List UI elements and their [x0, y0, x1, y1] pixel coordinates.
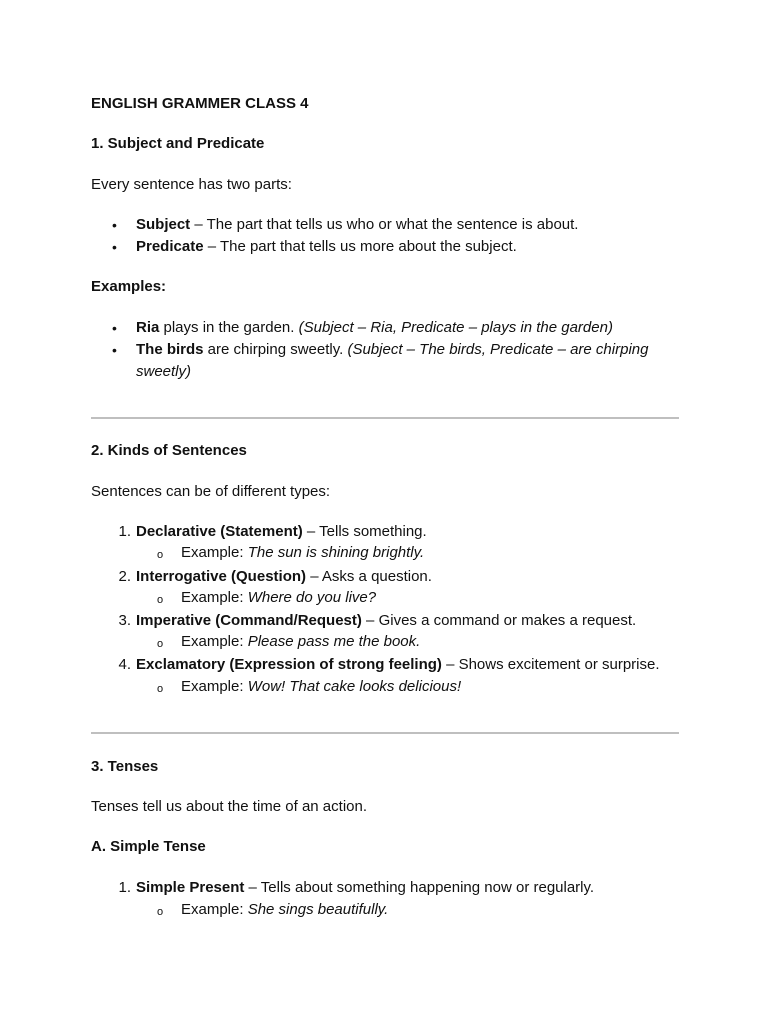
bullet-icon: •: [112, 239, 117, 255]
example-label: Example:: [181, 633, 248, 650]
document-title: ENGLISH GRAMMER CLASS 4: [91, 95, 309, 112]
definition: – The part that tells us who or what the sentence is about.: [190, 216, 579, 233]
circle-bullet-icon: o: [157, 549, 164, 561]
example-label: Example:: [181, 901, 248, 918]
item-number: 4.: [118, 656, 131, 673]
example-text: Please pass me the book.: [247, 633, 421, 650]
term: Subject: [136, 216, 191, 233]
example-text: Where do you live?: [247, 589, 377, 606]
term: Interrogative (Question): [136, 568, 307, 585]
example-note: (Subject – The birds, Predicate – are chirping: [347, 341, 649, 358]
section-2-heading: 2. Kinds of Sentences: [91, 442, 247, 459]
section-1-intro: Every sentence has two parts:: [91, 176, 292, 193]
term: Imperative (Command/Request): [136, 612, 362, 629]
examples-heading: Examples:: [91, 278, 167, 295]
example-text: are chirping sweetly.: [203, 341, 348, 358]
example-label: Example:: [181, 544, 248, 561]
bullet-icon: •: [112, 217, 117, 233]
definition: – The part that tells us more about the subject.: [203, 238, 517, 255]
term: Simple Present: [136, 879, 245, 896]
example-note: (Subject – Ria, Predicate – plays in the garden): [298, 319, 613, 336]
item-number: 3.: [118, 612, 131, 629]
term: Exclamatory (Expression of strong feeling): [136, 656, 442, 673]
subsection-heading: A. Simple Tense: [91, 838, 206, 855]
term: The birds: [136, 341, 204, 358]
bullet-icon: •: [112, 320, 117, 336]
example-label: Example:: [181, 678, 248, 695]
section-3-intro: Tenses tell us about the time of an action.: [91, 798, 367, 815]
definition: – Asks a question.: [306, 568, 432, 585]
example-text: plays in the garden.: [159, 319, 299, 336]
section-3-heading: 3. Tenses: [91, 758, 159, 775]
horizontal-divider: [91, 732, 679, 734]
example-text: Wow! That cake looks delicious!: [247, 678, 462, 695]
definition: – Gives a command or makes a request.: [361, 612, 637, 629]
definition: – Shows excitement or surprise.: [441, 656, 660, 673]
term: Ria: [136, 319, 160, 336]
circle-bullet-icon: o: [157, 683, 164, 695]
example-text: The sun is shining brightly.: [247, 544, 425, 561]
definition: – Tells about something happening now or regularly.: [244, 879, 595, 896]
item-number: 1.: [118, 879, 131, 896]
example-note-continued: sweetly): [136, 363, 192, 380]
definition: – Tells something.: [302, 523, 427, 540]
circle-bullet-icon: o: [157, 594, 164, 606]
bullet-icon: •: [112, 342, 117, 358]
term: Declarative (Statement): [136, 523, 303, 540]
item-number: 1.: [118, 523, 131, 540]
term: Predicate: [136, 238, 204, 255]
section-2-intro: Sentences can be of different types:: [91, 483, 331, 500]
example-text: She sings beautifully.: [247, 901, 389, 918]
item-number: 2.: [118, 568, 131, 585]
circle-bullet-icon: o: [157, 906, 164, 918]
section-1-heading: 1. Subject and Predicate: [91, 135, 265, 152]
horizontal-divider: [91, 417, 679, 419]
example-label: Example:: [181, 589, 248, 606]
circle-bullet-icon: o: [157, 638, 164, 650]
